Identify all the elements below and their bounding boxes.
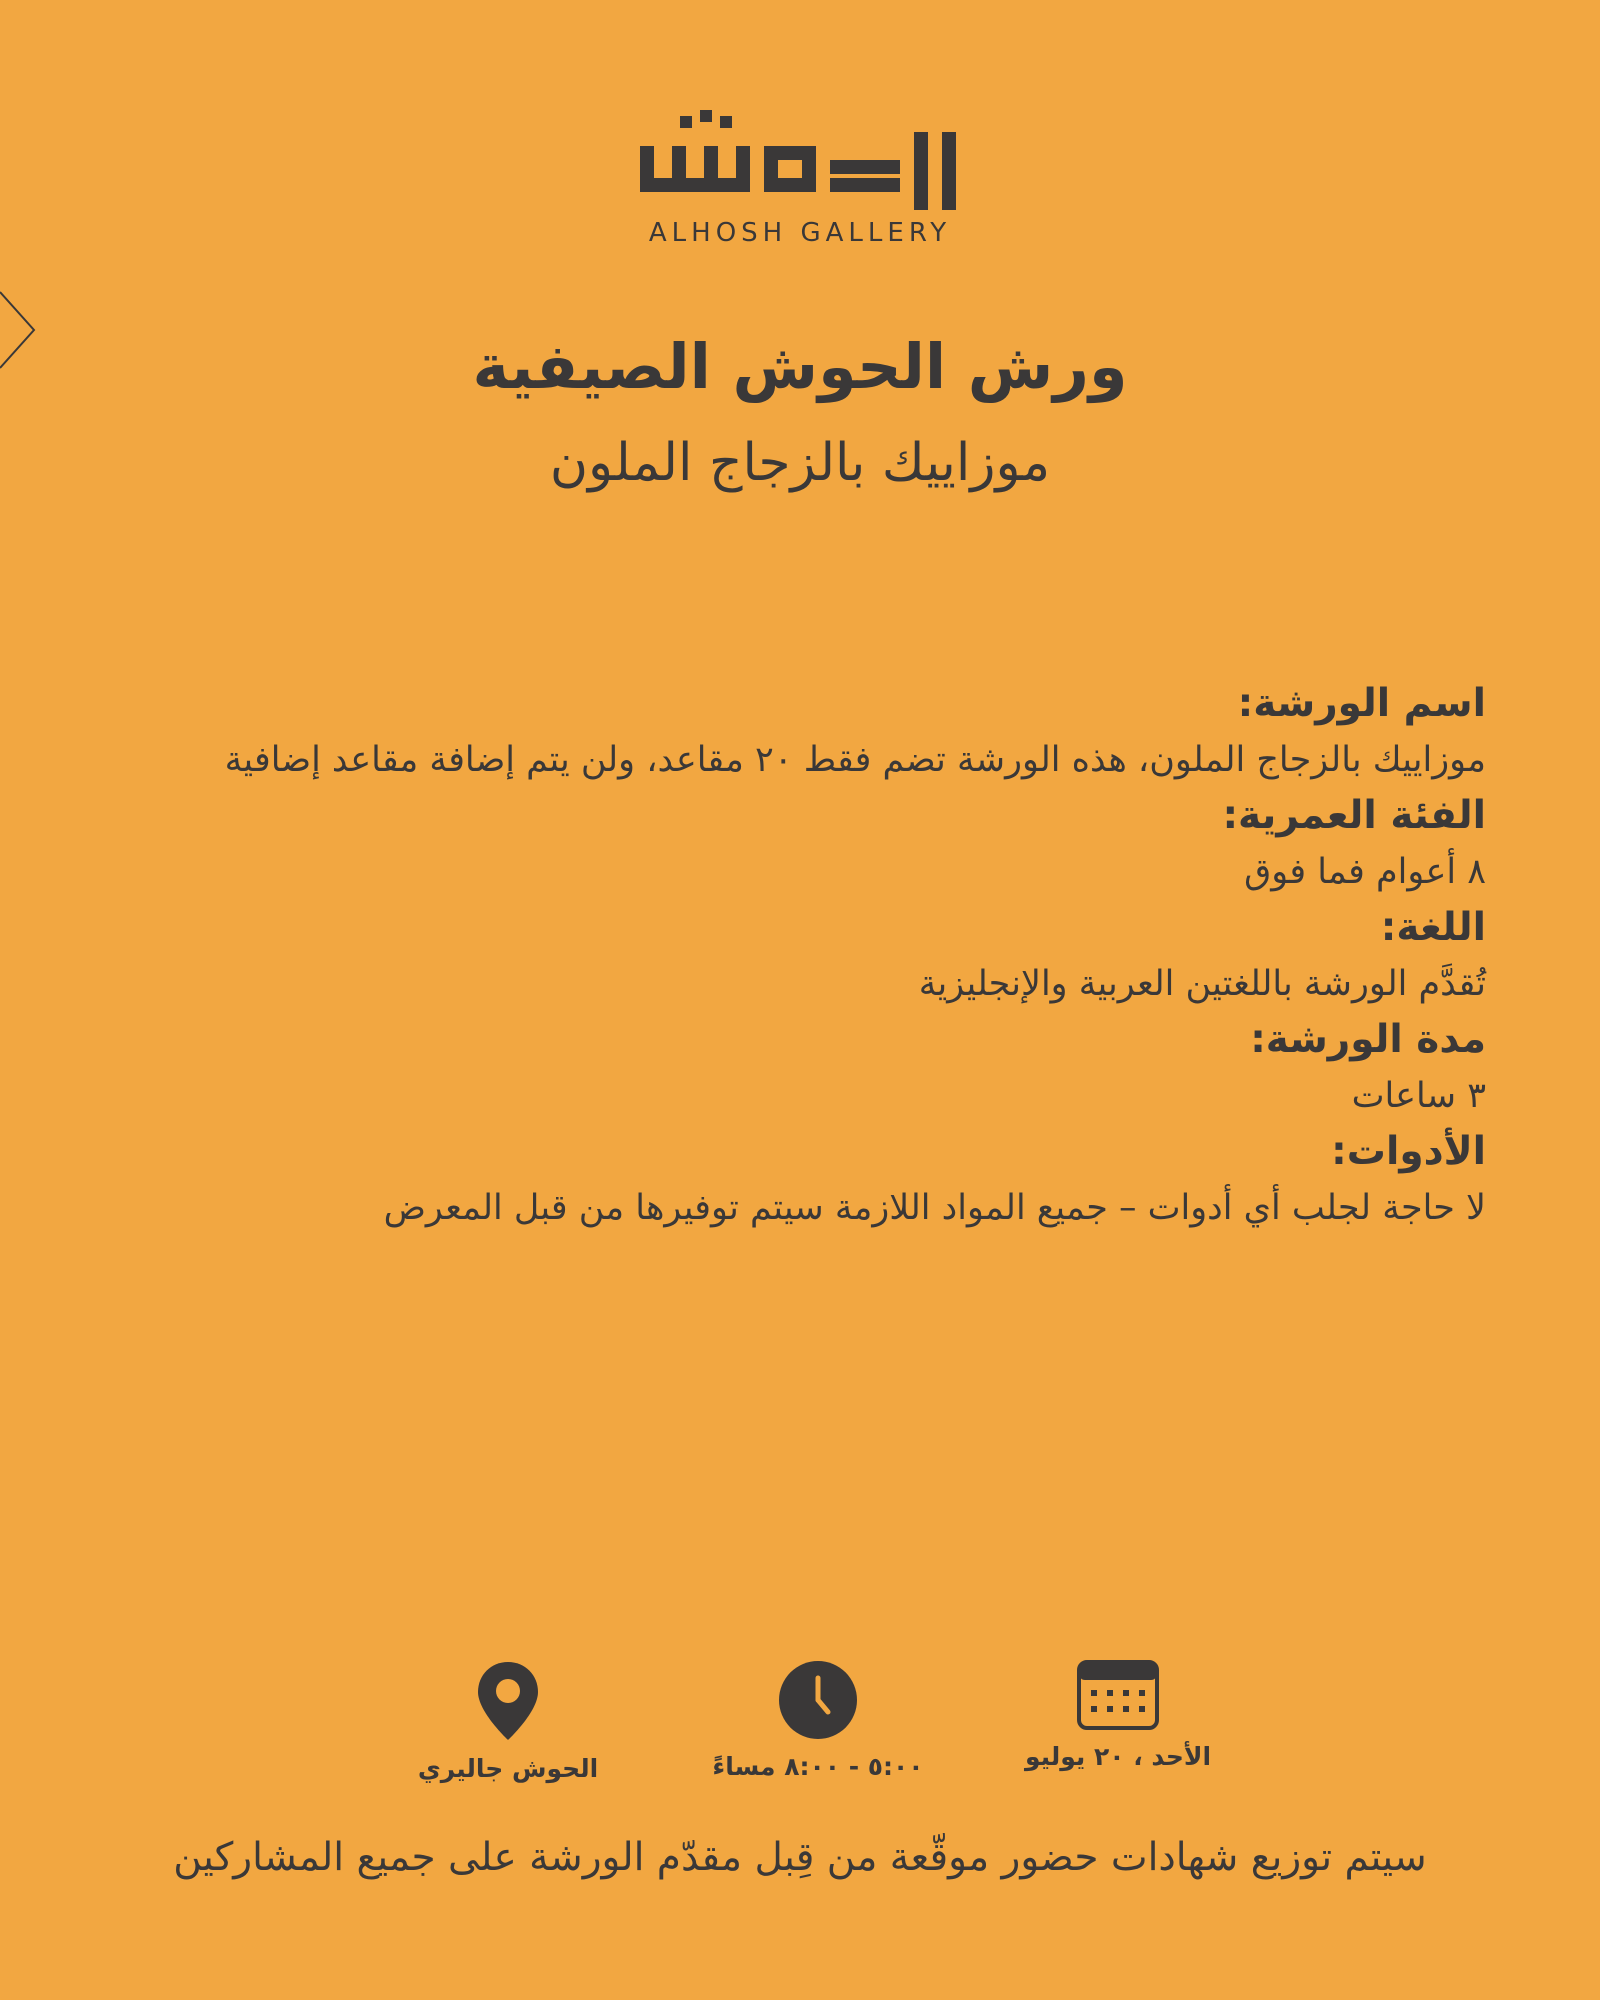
info-location (358, 1660, 658, 1783)
detail-label-language: اللغة: (1380, 905, 1486, 950)
info-date (968, 1660, 1268, 1771)
page-title: ورش الحوش الصيفية (472, 330, 1128, 403)
detail-label-name: اسم الورشة: (1237, 681, 1486, 726)
detail-value-duration: ٣ ساعات (1351, 1076, 1486, 1116)
brand-name: ALHOSH GALLERY (648, 218, 952, 248)
detail-value-age: ٨ أعوام فما فوق (1244, 852, 1486, 892)
detail-value-language: تُقدَّم الورشة باللغتين العربية والإنجليزية (918, 964, 1486, 1004)
certificate-note: سيتم توزيع شهادات حضور موقّعة من قِبل مقدّم الورشة على جميع المشاركين (173, 1835, 1427, 1880)
page-subtitle: موزاييك بالزجاج الملون (549, 433, 1051, 493)
alhosh-logo-mark (640, 110, 960, 210)
time-label: ٥:٠٠ - ٨:٠٠ مساءً (712, 1752, 924, 1781)
location-label: الحوش جاليري (417, 1754, 599, 1783)
calendar-icon (1077, 1660, 1159, 1730)
detail-label-age: الفئة العمرية: (1222, 793, 1486, 838)
workshop-details (186, 676, 1486, 1236)
location-pin-icon (476, 1660, 540, 1742)
detail-label-duration: مدة الورشة: (1250, 1017, 1486, 1062)
detail-label-tools: الأدوات: (1331, 1129, 1486, 1174)
detail-value-name: موزاييك بالزجاج الملون، هذه الورشة تضم فقط ٢٠ مقاعد، ولن يتم إضافة مقاعد إضافية (224, 740, 1486, 780)
info-time (668, 1660, 968, 1781)
gallery-logo (0, 110, 1600, 248)
detail-value-tools: لا حاجة لجلب أي أدوات – جميع المواد اللازمة سيتم توفيرها من قبل المعرض (383, 1188, 1486, 1228)
clock-icon (778, 1660, 858, 1740)
date-label: الأحد ، ٢٠ يوليو (1024, 1742, 1212, 1771)
